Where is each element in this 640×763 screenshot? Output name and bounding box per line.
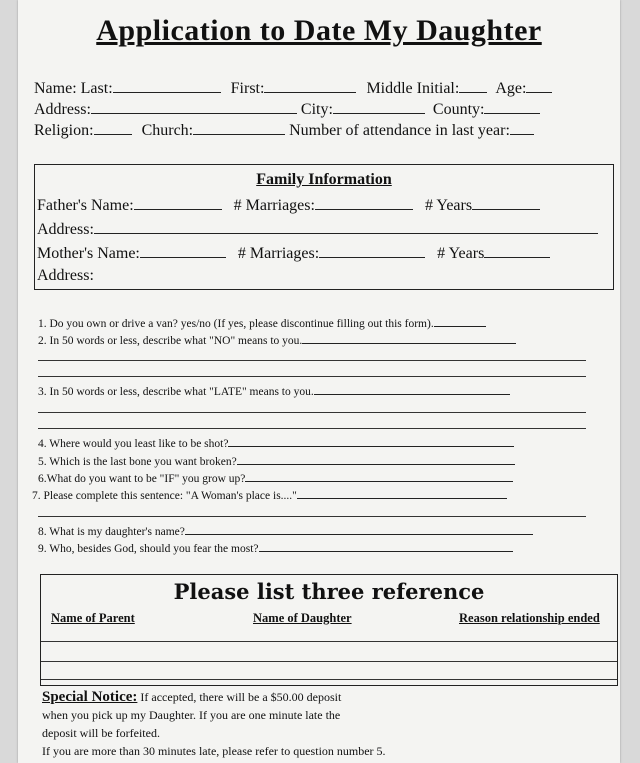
city-label: City: [300,101,333,118]
question-5-text: 5. Which is the last bone you want broken? [38,456,237,468]
father-address-label: Address: [37,221,94,238]
question-4 [38,436,514,450]
attendance-label: Number of attendance in last year: [289,122,510,139]
church-field[interactable] [193,120,285,135]
attendance-field[interactable] [510,120,534,135]
question-7-text: 7. Please complete this sentence: "A Woman's place is...." [32,490,297,502]
question-6 [38,471,513,485]
name-last-label: Name: Last: [34,80,113,97]
question-8 [38,524,533,538]
question-9-answer[interactable] [259,541,513,552]
question-8-answer[interactable] [185,524,533,535]
special-notice-line-2: when you pick up my Daughter. If you are one minute late the [42,708,341,722]
name-last-field[interactable] [113,78,221,93]
first-name-field[interactable] [264,78,356,93]
father-marriages-label: # Marriages: [233,197,315,214]
special-notice-line-4: If you are more than 30 minutes late, please refer to question number 5. [42,744,386,758]
application-form [18,0,620,763]
first-label: First: [230,80,265,97]
mother-marriages-label: # Marriages: [237,245,320,262]
father-marriages-field[interactable] [315,195,413,210]
family-information-title: Family Information [256,171,392,188]
religion-label: Religion: [34,122,94,139]
question-1-text: 1. Do you own or drive a van? yes/no (If yes, please discontinue filling out this form). [38,318,434,330]
question-2-text: 2. In 50 words or less, describe what "NO" means to you. [38,335,303,347]
county-field[interactable] [484,99,540,114]
question-3-text: 3. In 50 words or less, describe what "LATE" means to you. [38,386,314,398]
question-9 [38,541,513,555]
fathers-name-label: Father's Name: [37,197,134,214]
city-field[interactable] [333,99,425,114]
question-4-answer[interactable] [228,436,514,447]
reference-line-2[interactable] [41,661,617,662]
form-title: Application to Date My Daughter [96,14,542,47]
mother-row [37,243,550,263]
question-1 [38,316,486,330]
personal-row-3 [34,120,534,140]
question-7-line-2[interactable] [38,516,586,517]
church-label: Church: [141,122,194,139]
question-3-line-2[interactable] [38,412,586,413]
question-5 [38,454,515,468]
father-address-row [37,219,598,239]
reference-line-1[interactable] [41,641,617,642]
column-reason-relationship-ended: Reason relationship ended [459,611,600,625]
mother-years-label: # Years [437,245,485,262]
question-3-answer[interactable] [314,384,510,395]
religion-field[interactable] [94,120,132,135]
middle-initial-field[interactable] [459,78,487,93]
references-title: Please list three reference [173,579,485,604]
question-2 [38,333,516,347]
personal-row-2 [34,99,540,119]
father-years-label: # Years [424,197,473,214]
question-7-answer[interactable] [297,488,507,499]
mother-address-label: Address: [37,267,94,284]
question-1-answer[interactable] [434,316,486,327]
mother-address-row [37,267,94,285]
question-3 [38,384,510,398]
column-name-of-daughter: Name of Daughter [253,611,352,625]
mother-marriages-field[interactable] [319,243,425,258]
question-2-answer[interactable] [302,333,516,344]
father-years-field[interactable] [472,195,540,210]
age-field[interactable] [526,78,552,93]
special-notice-heading: Special Notice: [42,689,138,705]
question-9-text: 9. Who, besides God, should you fear the most? [38,543,259,555]
question-7 [32,488,507,502]
family-information-box [34,164,614,290]
county-label: County: [432,101,485,118]
father-row [37,195,540,215]
question-8-text: 8. What is my daughter's name? [38,526,185,538]
middle-initial-label: Middle Initial: [366,80,460,97]
reference-line-3[interactable] [41,679,617,680]
personal-row-1 [34,78,552,98]
fathers-name-field[interactable] [134,195,222,210]
mothers-name-label: Mother's Name: [37,245,140,262]
question-6-text: 6.What do you want to be "IF" you grow up? [38,473,246,485]
special-notice [42,688,602,760]
question-5-answer[interactable] [237,454,515,465]
special-notice-line-3: deposit will be forfeited. [42,726,160,740]
address-label: Address: [34,101,91,118]
age-label: Age: [495,80,527,97]
question-6-answer[interactable] [245,471,513,482]
references-box [40,574,618,686]
question-2-line-2[interactable] [38,360,586,361]
mothers-name-field[interactable] [140,243,226,258]
father-address-field[interactable] [94,219,598,234]
question-3-line-3[interactable] [38,428,586,429]
mother-years-field[interactable] [484,243,550,258]
special-notice-line-1: If accepted, there will be a $50.00 deposit [140,690,342,704]
question-4-text: 4. Where would you least like to be shot? [38,438,229,450]
question-2-line-3[interactable] [38,376,586,377]
address-field[interactable] [91,99,297,114]
column-name-of-parent: Name of Parent [51,611,135,625]
